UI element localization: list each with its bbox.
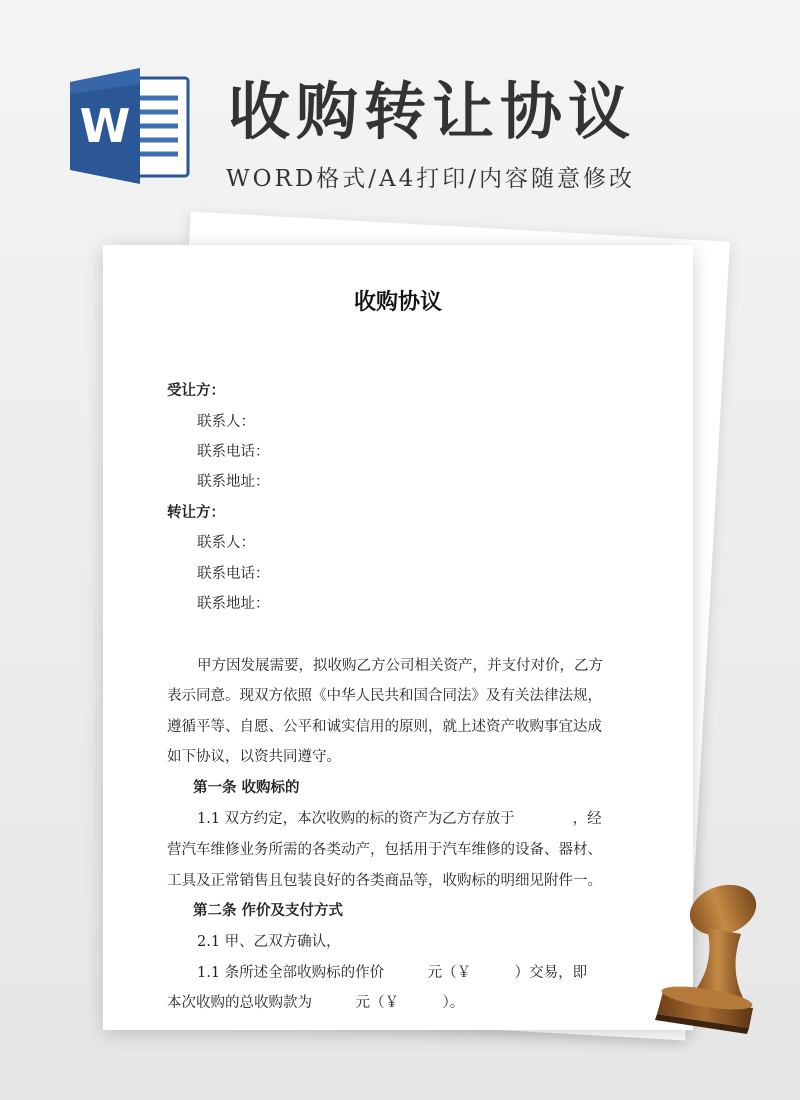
paragraph-line: 1.1 条所述全部收购标的作价 元（￥ ）交易，即 [197, 965, 588, 981]
sub-title: WORD格式/A4打印/内容随意修改 [226, 166, 635, 192]
paragraph-line: 甲方因发展需要，拟收购乙方公司相关资产，并支付对价，乙方 [197, 658, 603, 674]
article-2-heading: 第二条 作价及支付方式 [193, 902, 344, 919]
article-1-heading: 第一条 收购标的 [193, 779, 300, 796]
transferee-contact: 联系人： [197, 414, 255, 430]
transferor-label: 转让方： [167, 504, 225, 521]
paragraph-line: 表示同意。现双方依照《中华人民共和国合同法》及有关法律法规， [167, 688, 602, 704]
paragraph-line: 本次收购的总收购款为 元（￥ ）。 [167, 995, 465, 1011]
paragraph-line: 2.1 甲、乙双方确认， [197, 934, 341, 950]
paragraph-line: 1.1 双方约定，本次收购的标的资产为乙方存放于 ，经 [197, 811, 602, 827]
word-icon [66, 64, 192, 188]
main-title: 收购转让协议 [228, 75, 637, 148]
document-title: 收购协议 [353, 289, 442, 315]
transferor-contact: 联系人： [197, 535, 255, 551]
transferor-phone: 联系电话： [197, 566, 270, 582]
word-logo-letter: W [79, 99, 131, 153]
header [0, 0, 800, 220]
wooden-stamp-icon [645, 880, 775, 1040]
paragraph-line: 工具及正常销售且包装良好的各类商品等，收购标的明细见附件一。 [167, 873, 602, 889]
document-page [103, 245, 693, 1030]
paragraph-line: 营汽车维修业务所需的各类动产，包括用于汽车维修的设备、器材、 [167, 842, 602, 858]
paragraph-line: 遵循平等、自愿、公平和诚实信用的原则，就上述资产收购事宜达成 [167, 719, 602, 735]
transferee-label: 受让方： [167, 382, 225, 399]
paragraph-line: 如下协议，以资共同遵守。 [167, 749, 341, 765]
transferee-phone: 联系电话： [197, 444, 270, 460]
transferee-address: 联系地址： [197, 474, 270, 490]
transferor-address: 联系地址： [197, 596, 270, 612]
